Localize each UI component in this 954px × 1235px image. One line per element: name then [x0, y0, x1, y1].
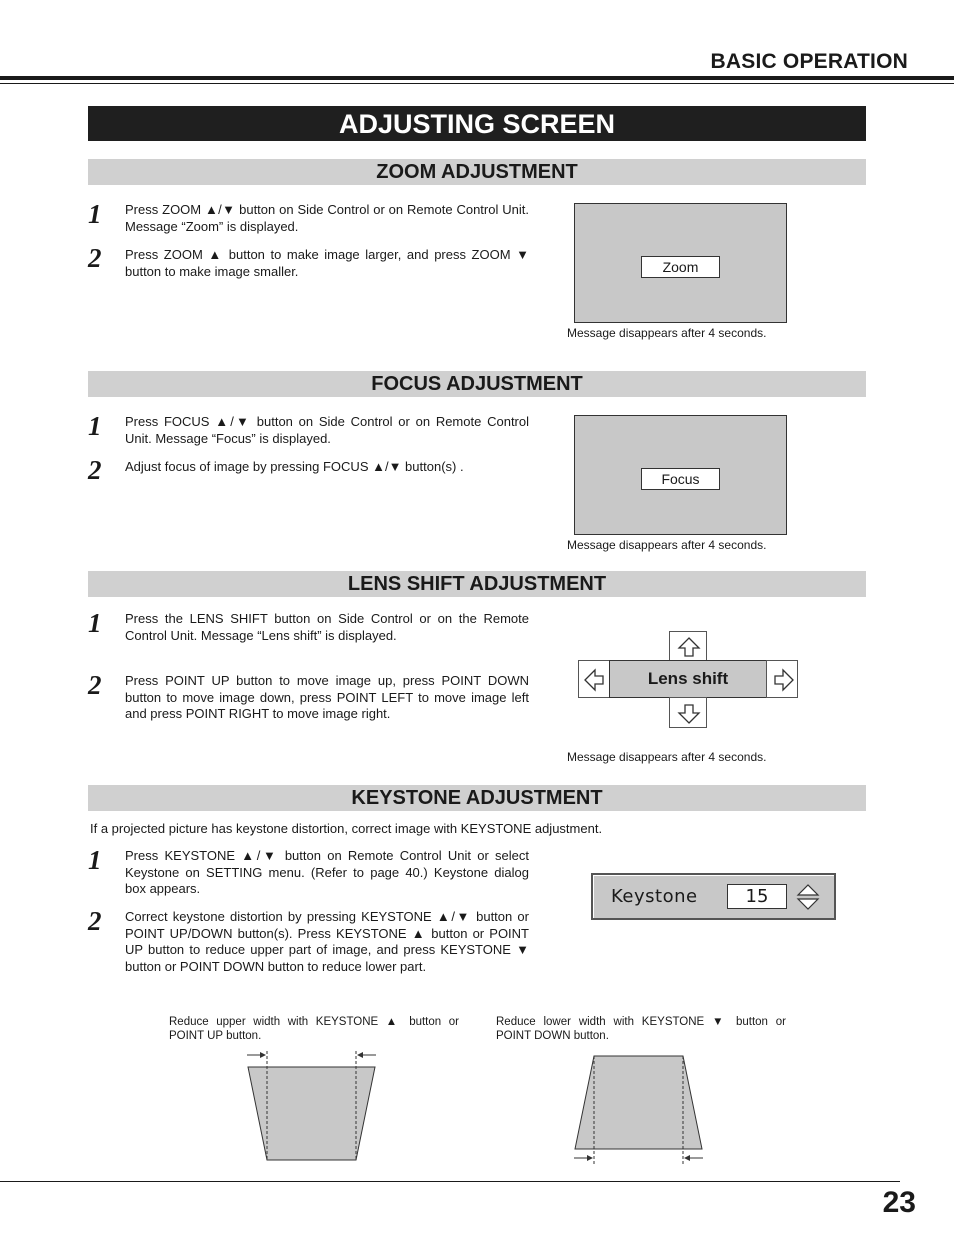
keystone-upper-diagram	[230, 1045, 390, 1170]
keystone-lower-caption: Reduce lower width with KEYSTONE ▼ button or POINT DOWN button.	[496, 1016, 786, 1042]
keystone-dialog	[591, 873, 836, 920]
arrow-down-icon	[669, 697, 707, 728]
focus-step-2-number: 2	[88, 455, 102, 485]
zoom-heading: ZOOM ADJUSTMENT	[88, 159, 866, 185]
zoom-message: Zoom	[641, 256, 720, 278]
zoom-step-2-text: Press ZOOM ▲ button to make image larger, and press ZOOM ▼ button to make image smaller.	[125, 247, 529, 279]
focus-heading: FOCUS ADJUSTMENT	[88, 371, 866, 397]
arrow-right-icon	[766, 660, 798, 698]
lens-shift-step-1-number: 1	[88, 608, 102, 638]
focus-caption: Message disappears after 4 seconds.	[567, 538, 767, 552]
keystone-dialog-label: Keystone	[611, 886, 698, 907]
lens-shift-step-2-number: 2	[88, 670, 102, 700]
page-title: ADJUSTING SCREEN	[88, 106, 866, 141]
header-rule-thin	[0, 83, 954, 84]
header-rule	[0, 76, 954, 80]
zoom-screen	[574, 203, 787, 323]
keystone-upper-caption: Reduce upper width with KEYSTONE ▲ button or POINT UP button.	[169, 1016, 459, 1042]
focus-message: Focus	[641, 468, 720, 490]
arrow-left-icon	[578, 660, 610, 698]
lens-shift-dialog	[578, 631, 798, 730]
focus-screen	[574, 415, 787, 535]
lens-shift-message: Lens shift	[609, 660, 767, 698]
lens-shift-heading: LENS SHIFT ADJUSTMENT	[88, 571, 866, 597]
page-number: 23	[882, 1186, 916, 1219]
lens-shift-step-2-text: Press POINT UP button to move image up, press POINT DOWN button to move image down, press POINT LEFT to move image left and press POINT RIGHT to move image right.	[125, 673, 529, 721]
keystone-dialog-value[interactable]: 15	[727, 884, 787, 909]
zoom-caption: Message disappears after 4 seconds.	[567, 326, 767, 340]
arrow-up-icon	[669, 631, 707, 661]
keystone-step-1-number: 1	[88, 845, 102, 875]
keystone-heading: KEYSTONE ADJUSTMENT	[88, 785, 866, 811]
keystone-intro: If a projected picture has keystone distortion, correct image with KEYSTONE adjustment.	[90, 821, 603, 836]
section-header: BASIC OPERATION	[710, 50, 908, 73]
footer-rule	[0, 1181, 900, 1182]
lens-shift-caption: Message disappears after 4 seconds.	[567, 750, 767, 764]
focus-step-1-text: Press FOCUS ▲/▼ button on Side Control or on Remote Control Unit. Message “Focus” is displayed.	[125, 414, 529, 446]
keystone-step-2-text: Correct keystone distortion by pressing KEYSTONE ▲/▼ button or POINT UP/DOWN button(s). Press KEYSTONE ▲ button or POINT UP button to reduce upper part of image, and press KEYSTONE ▼ button or POINT DOWN button to reduce lower part.	[125, 909, 529, 974]
zoom-step-1-text: Press ZOOM ▲/▼ button on Side Control or on Remote Control Unit. Message “Zoom” is displayed.	[125, 202, 529, 234]
keystone-step-1-text: Press KEYSTONE ▲/▼ button on Remote Control Unit or select Keystone on SETTING menu. (Refer to page 40.) Keystone dialog box appears.	[125, 848, 529, 896]
spinner-icon[interactable]	[796, 883, 820, 911]
zoom-step-2-number: 2	[88, 243, 102, 273]
lens-shift-step-1-text: Press the LENS SHIFT button on Side Control or on the Remote Control Unit. Message “Lens shift” is displayed.	[125, 611, 529, 643]
zoom-step-1-number: 1	[88, 199, 102, 229]
keystone-step-2-number: 2	[88, 906, 102, 936]
focus-step-1-number: 1	[88, 411, 102, 441]
focus-step-2-text: Adjust focus of image by pressing FOCUS ▲/▼ button(s) .	[125, 459, 464, 474]
keystone-lower-diagram	[560, 1045, 720, 1170]
